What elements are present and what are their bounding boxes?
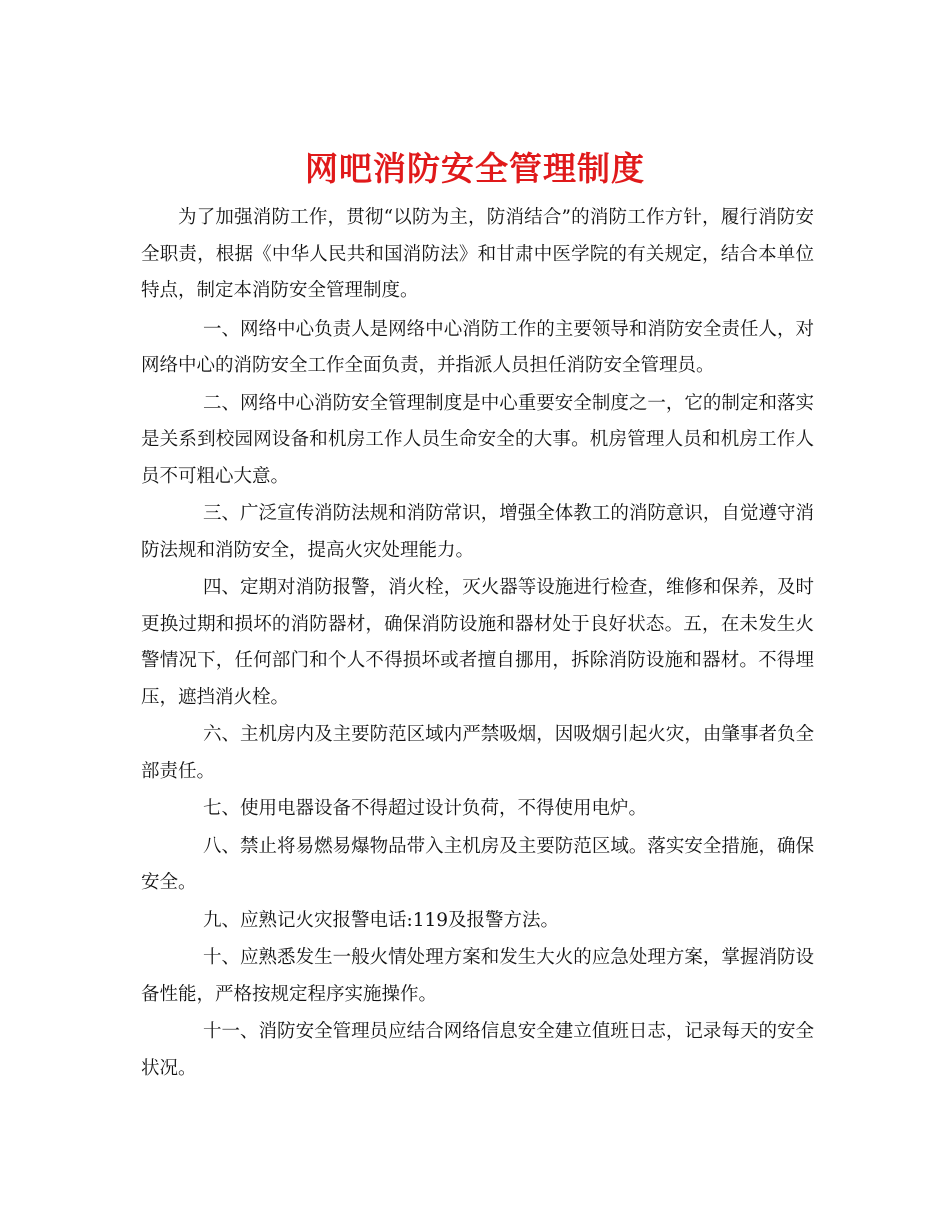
rule-paragraph-4-5: 四、定期对消防报警，消火栓，灭火器等设施进行检查，维修和保养，及时更换过期和损坏的消防器材，确保消防设施和器材处于良好状态。五，在未发生火警情况下，任何部门和个人不得损坏或者擅自挪用，拆除消防设施和器材。不得埋压，遮挡消火栓。 [141, 577, 814, 708]
intro-paragraph: 为了加强消防工作，贯彻“以防为主，防消结合”的消防工作方针，履行消防安全职责，根据《中华人民共和国消防法》和甘肃中医学院的有关规定，结合本单位特点，制定本消防安全管理制度。 [141, 207, 814, 301]
rule-paragraph-2: 二、网络中心消防安全管理制度是中心重要安全制度之一，它的制定和落实是关系到校园网设备和机房工作人员生命安全的大事。机房管理人员和机房工作人员不可粗心大意。 [141, 392, 814, 487]
rule-paragraph-8: 八、禁止将易燃易爆物品带入主机房及主要防范区域。落实安全措施，确保安全。 [141, 835, 814, 893]
rule-paragraph-7: 七、使用电器设备不得超过设计负荷，不得使用电炉。 [203, 798, 648, 819]
rule-paragraph-6: 六、主机房内及主要防范区域内严禁吸烟，因吸烟引起火灾，由肇事者负全部责任。 [141, 724, 814, 782]
document-body [141, 200, 814, 1088]
rule-paragraph-3: 三、广泛宣传消防法规和消防常识，增强全体教工的消防意识，自觉遵守消防法规和消防安全，提高火灾处理能力。 [141, 503, 814, 561]
document-title: 网吧消防安全管理制度 [305, 149, 645, 189]
rule-paragraph-1: 一、网络中心负责人是网络中心消防工作的主要领导和消防安全责任人，对网络中心的消防安全工作全面负责，并指派人员担任消防安全管理员。 [141, 318, 814, 376]
rule-paragraph-11: 十一、消防安全管理员应结合网络信息安全建立值班日志，记录每天的安全状况。 [141, 1021, 814, 1079]
rule-paragraph-10: 十、应熟悉发生一般火情处理方案和发生大火的应急处理方案，掌握消防设备性能，严格按规定程序实施操作。 [141, 947, 814, 1005]
rule-paragraph-9: 九、应熟记火灾报警电话:119及报警方法。 [203, 909, 560, 931]
